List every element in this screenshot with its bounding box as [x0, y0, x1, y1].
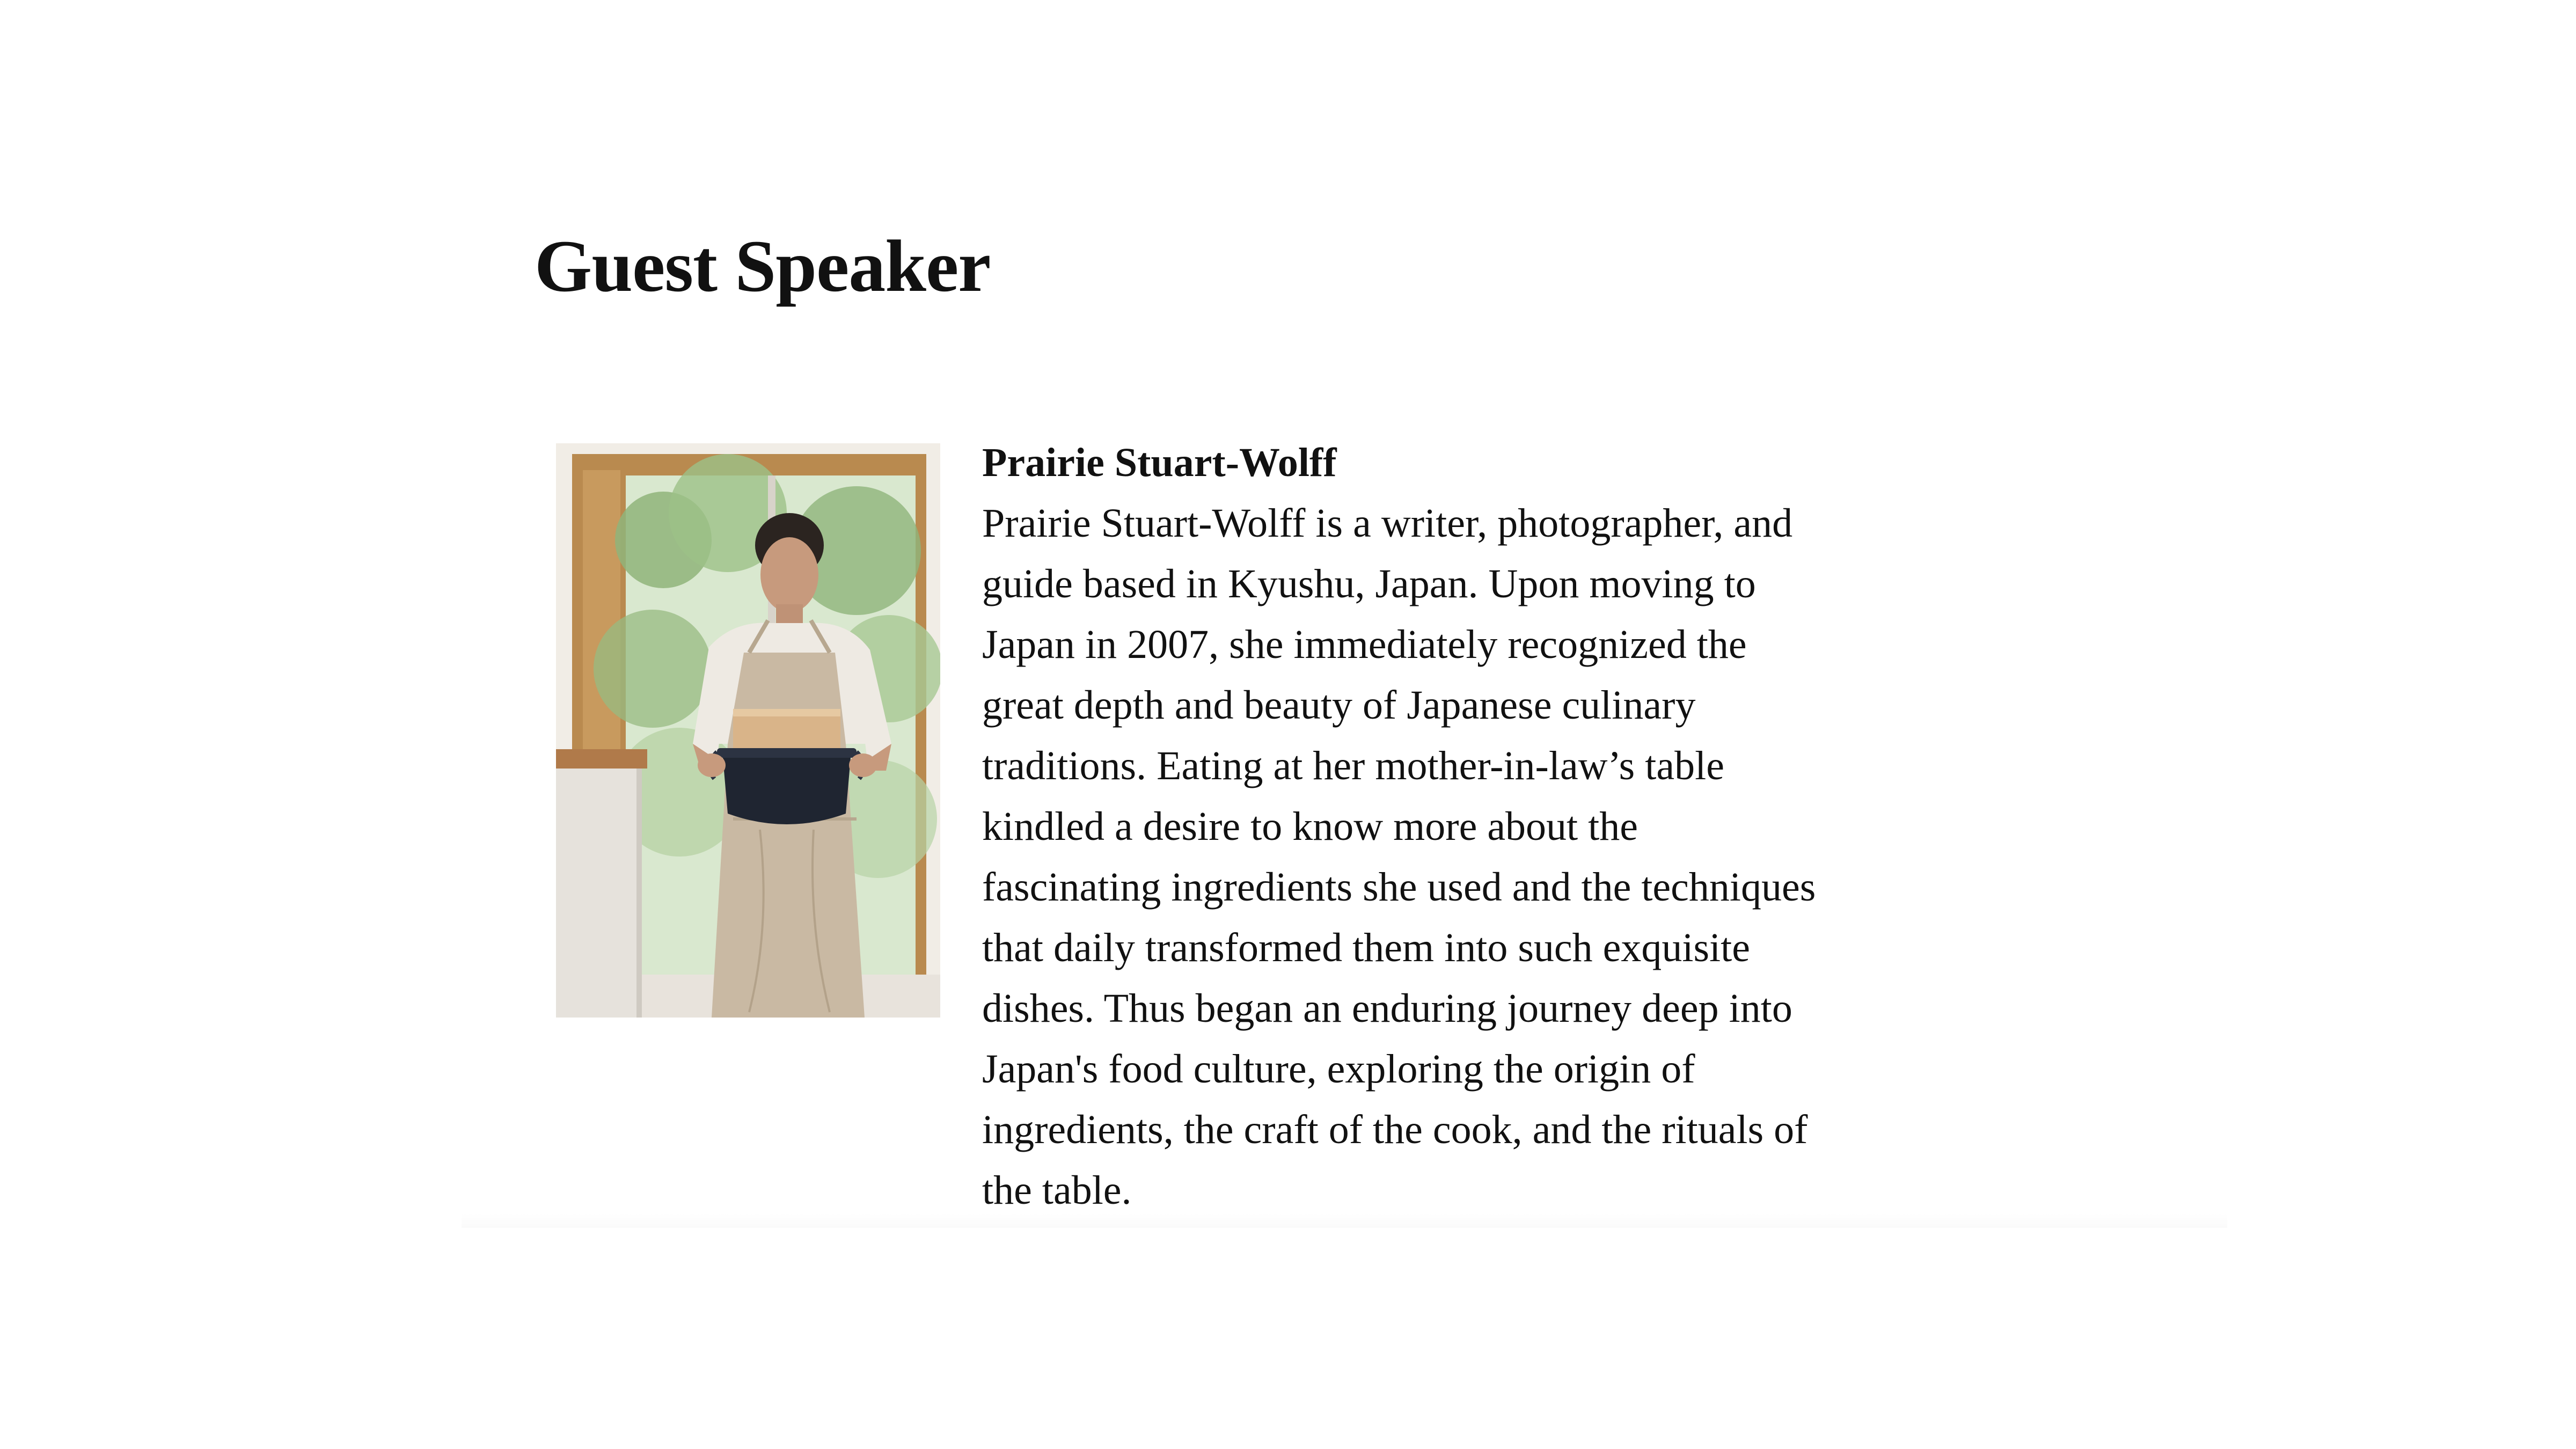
counter-top	[556, 749, 647, 769]
section-heading: Guest Speaker	[535, 225, 991, 307]
speaker-info	[982, 433, 1894, 1221]
speaker-photo	[556, 443, 940, 1018]
speaker-portrait-illustration	[556, 443, 940, 1018]
speaker-name: Prairie Stuart-Wolff	[982, 440, 1337, 485]
speaker-bio: Prairie Stuart-Wolff is a writer, photographer, and guide based in Kyushu, Japan. Upon moving to Japan in 2007, she immediately recognized the great depth and beauty of Japanese culinary traditions. Eating at her mother-in-law’s table kindled a desire to know more about the fascinating ingredients she used and the techniques that daily transformed them into such exquisite dishes. Thus began an enduring journey deep into Japan's food culture, exploring the origin of ingredients, the craft of the cook, and the rituals of the table.	[982, 501, 1816, 1213]
section-divider	[462, 1214, 2227, 1228]
pot	[722, 752, 851, 824]
cabinet	[556, 769, 642, 1018]
face	[760, 537, 818, 612]
